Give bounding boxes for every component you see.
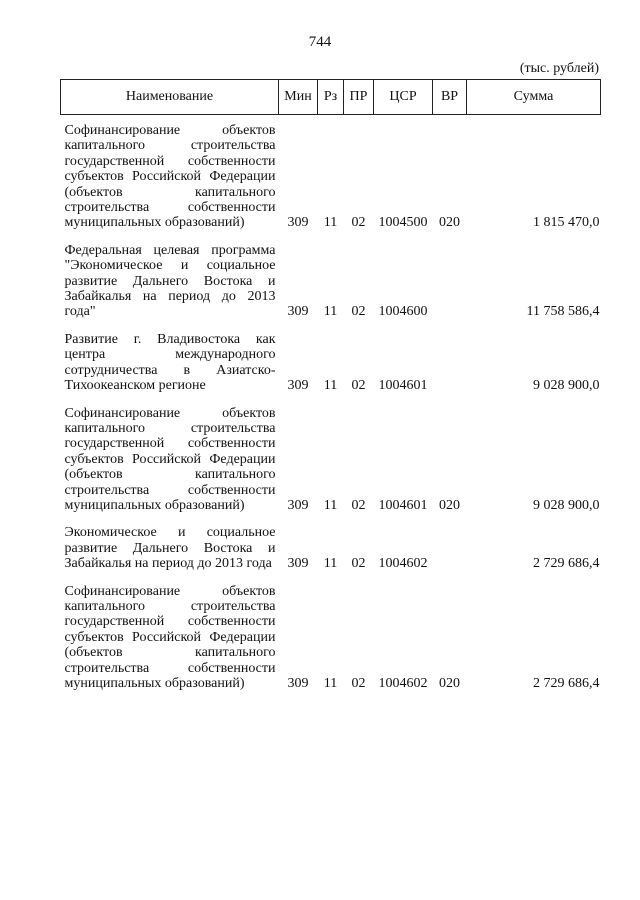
row-sum: 2 729 686,4 xyxy=(533,556,600,572)
row-pr: 02 xyxy=(351,378,366,394)
row-rz: 11 xyxy=(323,215,338,231)
row-name: Софинансирование объектов капитального строительства государственной собственности субъектов Российской Федерации (объектов капитального строительства собственности муниципальных образований) xyxy=(64,123,276,231)
row-csr: 1004500 xyxy=(378,215,428,231)
table-body xyxy=(61,115,601,697)
row-csr: 1004602 xyxy=(378,556,428,572)
table-row xyxy=(61,325,601,399)
page-number: 744 xyxy=(308,34,332,50)
header-sum: Сумма xyxy=(467,80,601,115)
row-sum: 9 028 900,0 xyxy=(533,497,600,513)
row-name: Федеральная целевая программа "Экономическое и социальное развитие Дальнего Востока и Забайкалья на период до 2013 года" xyxy=(64,242,276,320)
table-row xyxy=(61,399,601,519)
header-vr: ВР xyxy=(433,80,467,115)
row-csr: 1004600 xyxy=(378,304,428,320)
row-vr xyxy=(433,325,467,399)
row-rz: 11 xyxy=(323,556,338,572)
table-row xyxy=(61,577,601,697)
row-min: 309 xyxy=(287,556,309,572)
table-header xyxy=(61,80,601,115)
row-min: 309 xyxy=(287,304,309,320)
row-csr: 1004601 xyxy=(378,378,428,394)
table-row xyxy=(61,115,601,236)
row-rz: 11 xyxy=(323,497,338,513)
header-rz: Рз xyxy=(318,80,344,115)
row-name: Развитие г. Владивостока как центра международного сотрудничества в Азиатско-Тихоокеанском регионе xyxy=(64,331,276,394)
row-vr: 020 xyxy=(439,676,460,691)
row-pr: 02 xyxy=(351,497,366,513)
row-min: 309 xyxy=(287,378,309,394)
table-row xyxy=(61,518,601,576)
row-sum: 11 758 586,4 xyxy=(526,304,600,320)
row-vr xyxy=(433,518,467,576)
header-name: Наименование xyxy=(61,80,279,115)
row-pr: 02 xyxy=(351,676,366,691)
row-name: Экономическое и социальное развитие Дальнего Востока и Забайкалья на период до 2013 года xyxy=(64,525,276,572)
row-pr: 02 xyxy=(351,215,366,231)
header-csr: ЦСР xyxy=(374,80,433,115)
row-csr: 1004602 xyxy=(378,676,428,691)
row-csr: 1004601 xyxy=(378,497,428,513)
units-label: (тыс. рублей) xyxy=(519,61,599,76)
row-name: Софинансирование объектов капитального строительства государственной собственности субъектов Российской Федерации (объектов капитального строительства собственности муниципальных образований) xyxy=(64,583,276,691)
row-pr: 02 xyxy=(351,304,366,320)
row-pr: 02 xyxy=(351,556,366,572)
row-rz: 11 xyxy=(323,378,338,394)
row-vr xyxy=(433,236,467,325)
budget-table xyxy=(60,79,601,696)
row-name: Софинансирование объектов капитального строительства государственной собственности субъектов Российской Федерации (объектов капитального строительства собственности муниципальных образований) xyxy=(64,405,276,513)
table-row xyxy=(61,236,601,325)
row-min: 309 xyxy=(287,676,309,691)
row-sum: 2 729 686,4 xyxy=(533,676,600,691)
row-sum: 1 815 470,0 xyxy=(533,215,600,231)
row-rz: 11 xyxy=(323,304,338,320)
row-min: 309 xyxy=(287,215,309,231)
row-rz: 11 xyxy=(323,676,338,691)
row-vr: 020 xyxy=(439,497,460,513)
row-min: 309 xyxy=(287,497,309,513)
row-vr: 020 xyxy=(439,215,460,231)
header-pr: ПР xyxy=(344,80,374,115)
row-sum: 9 028 900,0 xyxy=(533,378,600,394)
header-min: Мин xyxy=(279,80,318,115)
